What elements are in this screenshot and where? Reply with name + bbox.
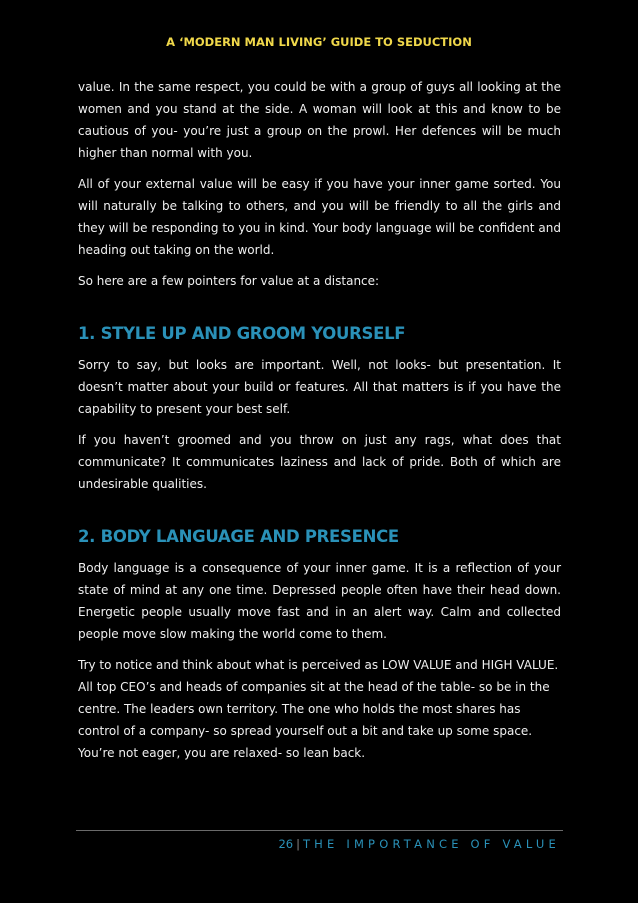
body-paragraph: Sorry to say, but looks are important. Well, not looks- but presentation. It doesn’t matter about your build or features. All that matters is if you have the capability to present your best self. xyxy=(78,358,561,416)
footer-separator: | xyxy=(296,837,300,851)
running-header: A ‘MODERN MAN LIVING’ GUIDE TO SEDUCTION xyxy=(166,35,472,49)
body-paragraph: All of your external value will be easy if you have your inner game sorted. You will naturally be talking to others, and you will be friendly to all the girls and they will be responding to you in kind. Your body language will be confident and heading out taking on the world. xyxy=(78,177,561,257)
footer-running-title: THE IMPORTANCE OF VALUE xyxy=(302,837,560,851)
body-paragraph: If you haven’t groomed and you throw on just any rags, what does that communicate? It communicates laziness and lack of pride. Both of which are undesirable qualities. xyxy=(78,433,561,491)
body-paragraph: value. In the same respect, you could be with a group of guys all looking at the women and you stand at the side. A woman will look at this and know to be cautious of you- you’re just a group on the prowl. Her defences will be much higher than normal with you. xyxy=(78,80,561,160)
section-heading: 2. BODY LANGUAGE AND PRESENCE xyxy=(78,527,399,546)
page-number: 26 xyxy=(278,837,294,851)
footer-divider xyxy=(76,830,563,831)
body-paragraph: So here are a few pointers for value at a distance: xyxy=(78,274,380,288)
page-footer xyxy=(278,837,560,851)
section-heading: 1. STYLE UP AND GROOM YOURSELF xyxy=(78,324,406,343)
body-paragraph: Try to notice and think about what is perceived as LOW VALUE and HIGH VALUE. All top CEO’s and heads of companies sit at the head of the table- so be in the centre. The leaders own territory. The one who holds the most shares has control of a company- so spread yourself out a bit and take up some space. You’re not eager, you are relaxed- so lean back. xyxy=(78,658,559,760)
page-content xyxy=(78,76,561,773)
body-paragraph: Body language is a consequence of your inner game. It is a reflection of your state of mind at any one time. Depressed people often have their head down. Energetic people usually move fast and in an alert way. Calm and collected people move slow making the world come to them. xyxy=(78,561,561,641)
